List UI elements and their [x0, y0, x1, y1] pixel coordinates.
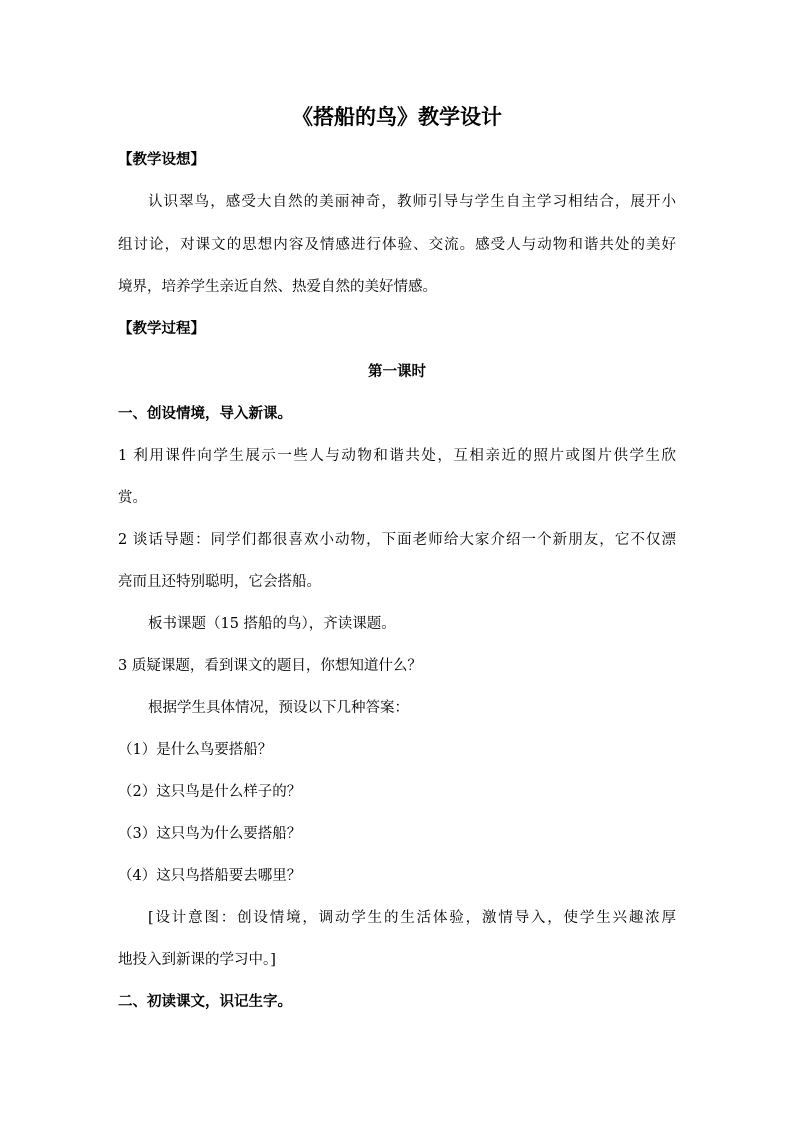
answer-item: （3）这只鸟为什么要搭船？ — [118, 826, 302, 842]
part-heading-1: 一、创设情境，导入新课。 — [118, 405, 292, 422]
paragraph-line: 境界，培养学生亲近自然、热爱自然的美好情感。 — [118, 279, 437, 295]
section-heading-process: 【教学过程】 — [118, 320, 205, 337]
document-title: 《搭船的鸟》教学设计 — [292, 104, 502, 129]
lesson-heading: 第一课时 — [368, 363, 426, 380]
part-heading-2: 二、初读课文，识记生字。 — [118, 993, 292, 1010]
answer-item: （4）这只鸟搭船要去哪里？ — [118, 868, 302, 884]
design-intent-line: [设计意图：创设情境，调动学生的生活体验，激情导入，使学生兴趣浓厚 — [148, 910, 676, 926]
paragraph-line: 认识翠鸟，感受大自然的美丽神奇，教师引导与学生自主学习相结合，展开小 — [148, 194, 676, 210]
list-item-line: 3 质疑课题，看到课文的题目，你想知道什么？ — [118, 658, 422, 674]
answer-item: （1）是什么鸟要搭船？ — [118, 742, 273, 758]
section-heading-idea: 【教学设想】 — [118, 151, 205, 168]
board-writing-line: 板书课题（15 搭船的鸟），齐读课题。 — [148, 616, 396, 632]
list-item-line: 亮而且还特别聪明，它会搭船。 — [118, 574, 321, 590]
list-item-line: 2 谈话导题：同学们都很喜欢小动物，下面老师给大家介绍一个新朋友，它不仅漂 — [118, 532, 676, 548]
preset-line: 根据学生具体情况，预设以下几种答案： — [148, 700, 409, 716]
list-item-line: 赏。 — [118, 490, 147, 506]
design-intent-line: 地投入到新课的学习中。] — [118, 952, 276, 968]
answer-item: （2）这只鸟是什么样子的？ — [118, 784, 302, 800]
list-item-line: 1 利用课件向学生展示一些人与动物和谐共处，互相亲近的照片或图片供学生欣 — [118, 448, 676, 464]
paragraph-line: 组讨论，对课文的思想内容及情感进行体验、交流。感受人与动物和谐共处的美好 — [118, 237, 676, 253]
